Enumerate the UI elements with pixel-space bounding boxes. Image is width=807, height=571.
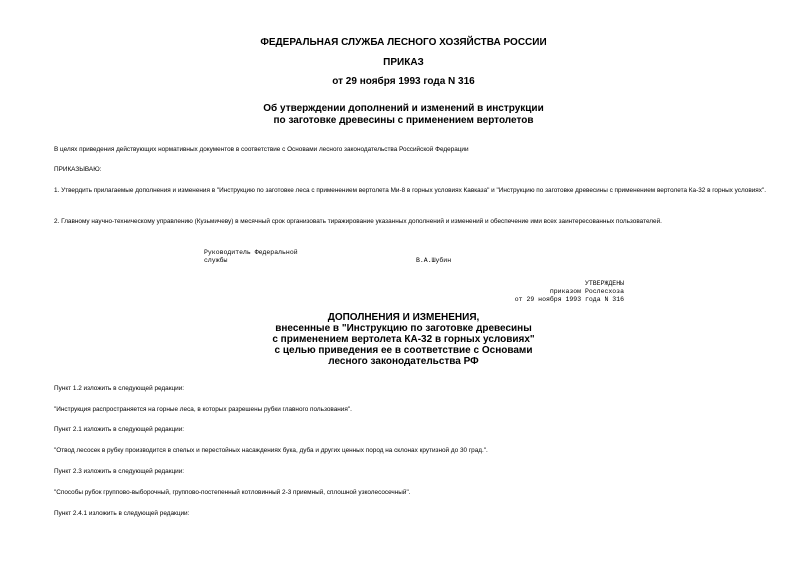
signature-position-line-1: Руководитель Федеральной — [204, 249, 298, 256]
amendments-title-line: с целью приведения ее в соответствие с Основами — [274, 345, 533, 356]
amendment-paragraph: "Инструкция распространяется на горные леса, в которых разрешены рубки главного пользования". — [54, 406, 352, 413]
amendment-paragraph: Пункт 1.2 изложить в следующей редакции: — [54, 385, 185, 392]
amendment-paragraph: Пункт 2.3 изложить в следующей редакции: — [54, 468, 185, 475]
intro-paragraph: В целях приведения действующих нормативных документов в соответствие с Основами лесного законодательства Российской Федерации — [54, 146, 469, 153]
amendment-paragraph: Пункт 2.1 изложить в следующей редакции: — [54, 426, 185, 433]
amendment-paragraph: "Способы рубок группово-выборочный, группово-постепенный котловинный 2-3 приемный, сплошной узколесосечный". — [54, 489, 411, 496]
order-title-line-1: Об утверждении дополнений и изменений в инструкции — [263, 103, 544, 114]
amendments-title-line: внесенные в "Инструкцию по заготовке древесины — [275, 323, 532, 334]
amendments-title-line: лесного законодательства РФ — [328, 356, 479, 367]
amendments-title-line: ДОПОЛНЕНИЯ И ИЗМЕНЕНИЯ, — [327, 312, 480, 323]
amendment-paragraph: Пункт 2.4.1 изложить в следующей редакции: — [54, 510, 190, 517]
document-type: ПРИКАЗ — [383, 57, 424, 68]
approval-line-1: УТВЕРЖДЕНЫ — [584, 280, 624, 287]
amendments-title-line: с применением вертолета КА-32 в горных условиях" — [272, 334, 535, 345]
order-word: ПРИКАЗЫВАЮ: — [54, 166, 102, 173]
amendments-title — [0, 312, 807, 367]
signature-name: В.А.Шубин — [416, 257, 452, 264]
signature-position-line-2: службы — [204, 257, 228, 264]
amendment-paragraph: "Отвод лесосек в рубку производится в спелых и перестойных насаждениях бука, дуба и других ценных пород на склонах крутизной до 30 град.". — [54, 447, 488, 454]
agency-heading: ФЕДЕРАЛЬНАЯ СЛУЖБА ЛЕСНОГО ХОЗЯЙСТВА РОССИИ — [260, 37, 547, 48]
order-item-2: 2. Главному научно-техническому управлению (Кузьмичеву) в месячный срок организовать тиражирование указанных дополнений и изменений и обеспечение ими всех заинтересованных пользователей. — [54, 218, 662, 225]
order-item-1: 1. Утвердить прилагаемые дополнения и изменения в "Инструкцию по заготовке леса с применением вертолета Ми-8 в горных условиях Кавказа" и "Инструкцию по заготовке древесины с применением вертолета Ка-32 в горных условиях". — [54, 187, 766, 194]
approval-line-2: приказом Рослесхоза — [549, 288, 624, 295]
order-title-line-2: по заготовке древесины с применением вертолетов — [273, 115, 534, 126]
order-date-number: от 29 ноября 1993 года N 316 — [332, 76, 475, 87]
approval-line-3: от 29 ноября 1993 года N 316 — [514, 296, 624, 303]
